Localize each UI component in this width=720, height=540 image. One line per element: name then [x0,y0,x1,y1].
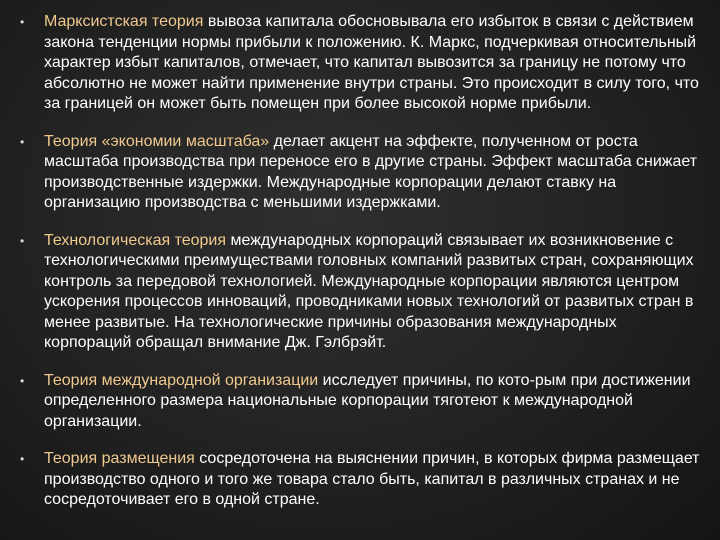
theory-term: Теория «экономии масштаба» [44,132,270,150]
bullet-list [20,12,700,511]
theory-term: Теория размещения [44,450,195,467]
bullet-paragraph [44,132,700,214]
theory-term: Марксистская теория [44,13,204,30]
bullet-paragraph [44,231,700,354]
bullet-item-international-organization [20,371,700,433]
bullet-paragraph [44,371,700,433]
bullet-dot-icon: • [20,15,25,29]
theory-term: Технологическая теория [44,231,227,249]
bullet-dot-icon: • [20,134,25,149]
bullet-paragraph [44,12,700,115]
bullet-dot-icon: • [20,373,25,388]
bullet-item-economies-of-scale [20,132,700,214]
theory-term: Теория международной организации [44,371,319,389]
theory-description: сосредоточена на выяснении причин, в которых фирма размещает производство одного и того же товара стало быть, капитал в различных странах и не сосредоточивает его в одной стране. [44,450,700,508]
theory-description: делает акцент на эффекте, полученном от роста масштаба производства при переносе его в другие страны. Эффект масштаба снижает производственные издержки. Международные корпорации делают ставку на организацию производства с меньшими издержками. [44,132,698,211]
bullet-dot-icon: • [20,233,25,248]
bullet-item-technological-theory [20,231,700,354]
bullet-paragraph [44,449,700,511]
theory-description: исследует причины, по кото-рым при достижении определенного размера национальные корпорации тяготеют к международной организации. [44,371,691,430]
theory-description: международных корпораций связывает их возникновение с технологическими преимуществами головных компаний развитых стран, сохраняющих контроль за передовой технологией. Международные корпорации являются центром ускорения процессов инноваций, проводниками новых технологий от развитых стран в менее развитые. На технологические причины образования международных корпораций обращал внимание Дж. Гэлбрэйт. [44,231,694,351]
bullet-item-marxist-theory [20,12,700,115]
theory-description: вывоза капитала обосновывала его избыток в связи с действием закона тенденции нормы прибыли к положению. К. Маркс, подчеркивая относительный характер избыт капиталов, отмечает, что капитал вывозится за границу не потому что абсолютно не может найти применение внутри страны. Это происходит в силу того, что за границей он может быть помещен при более высокой норме прибыли. [44,13,699,112]
bullet-item-location-theory [20,449,700,511]
bullet-dot-icon: • [20,452,25,466]
